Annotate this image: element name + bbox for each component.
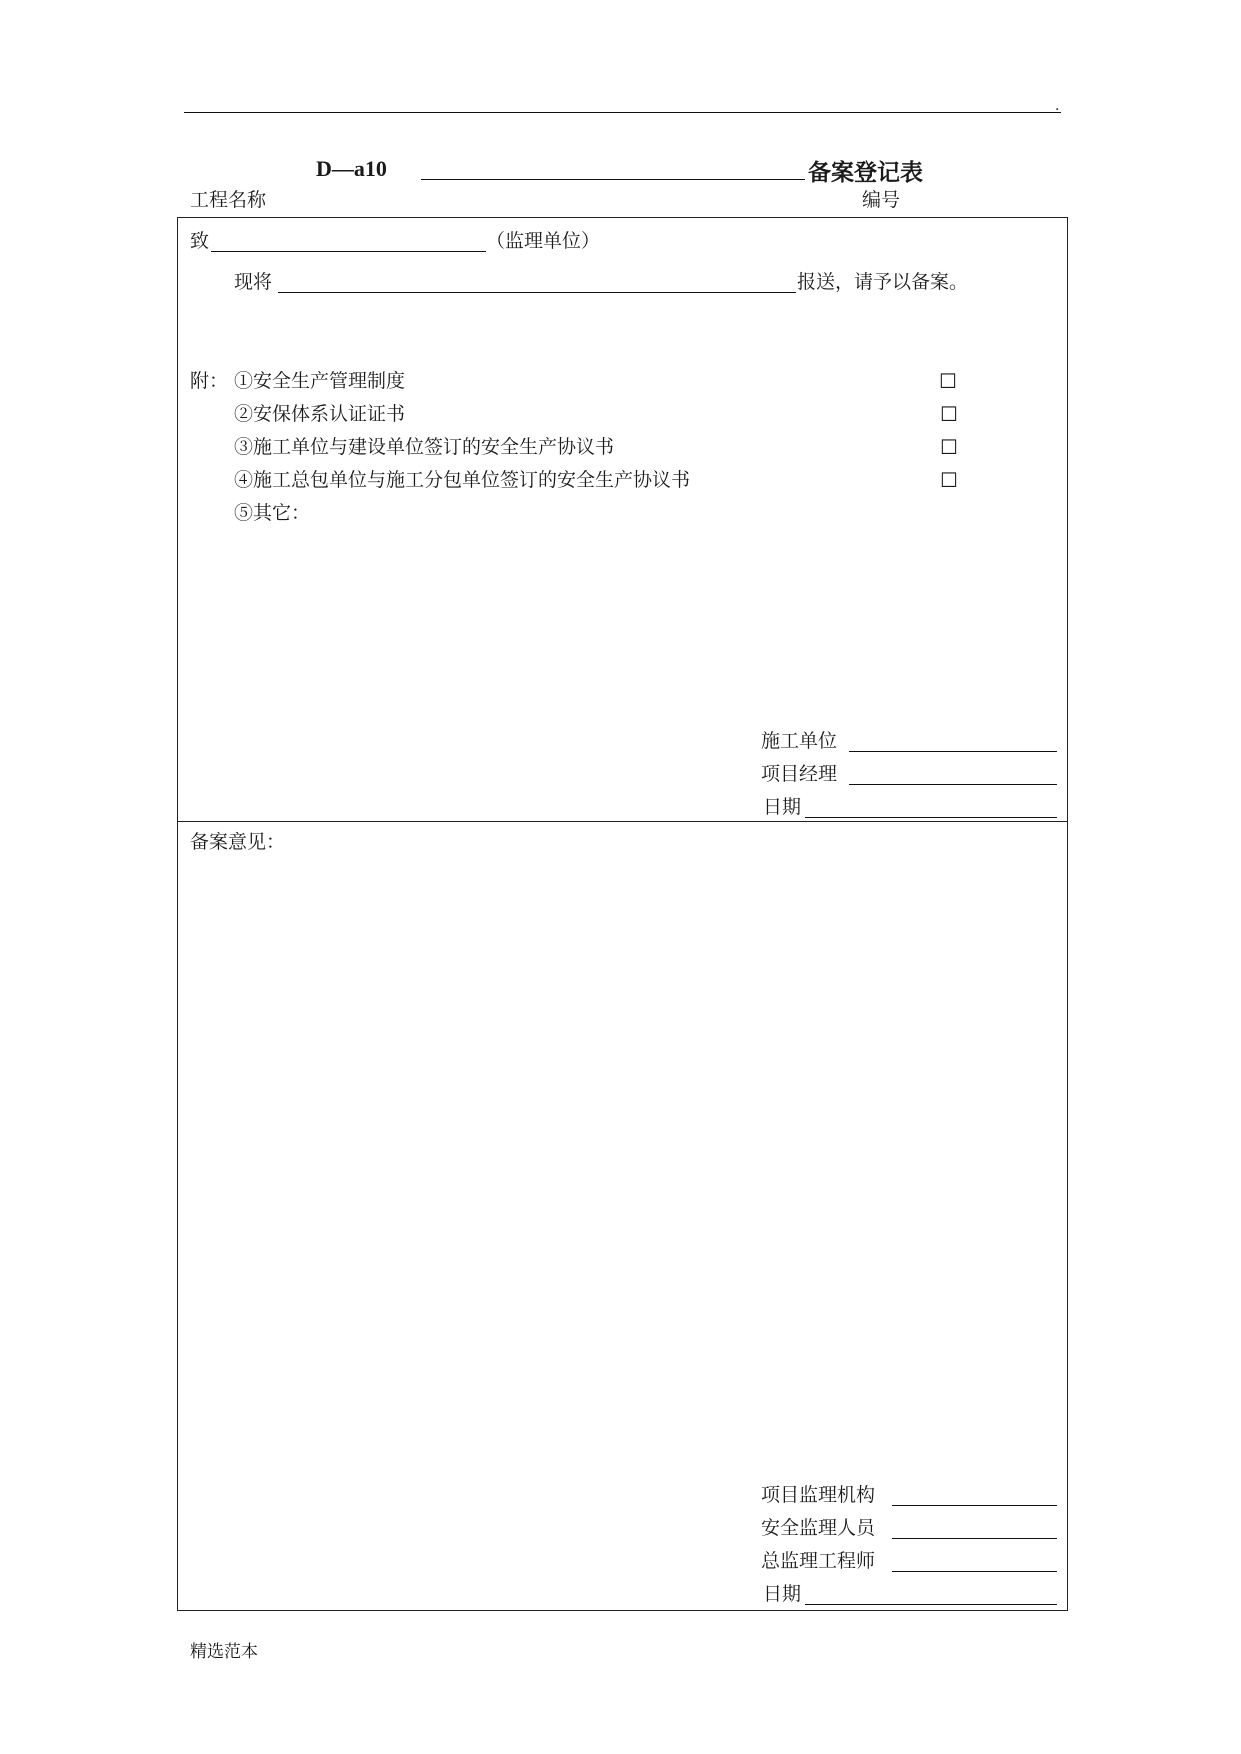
project-manager-field[interactable] (849, 784, 1057, 785)
supervision-unit-label: （监理单位） (486, 230, 601, 252)
form-row-divider (177, 821, 1068, 822)
chief-engineer-label: 总监理工程师 (761, 1550, 876, 1572)
construction-unit-field[interactable] (849, 751, 1057, 752)
submit-prefix: 现将 (234, 271, 273, 293)
attachment-item-5: ⑤其它： (234, 502, 311, 524)
safety-supervisor-field[interactable] (892, 1538, 1057, 1539)
supervision-org-label: 项目监理机构 (761, 1484, 876, 1506)
attachment-item-2: ②安保体系认证证书 (234, 403, 406, 425)
form-table (177, 217, 1068, 1611)
submitted-document-field[interactable] (278, 292, 796, 293)
form-code: D—a10 (316, 156, 387, 181)
header-dot: . (1055, 98, 1060, 114)
date-label-1: 日期 (763, 796, 802, 818)
attachment-1-checkbox[interactable]: ☐ (939, 369, 957, 393)
attachment-item-4: ④施工总包单位与施工分包单位签订的安全生产协议书 (234, 469, 691, 491)
attachments-label: 附： (190, 370, 229, 392)
attachment-2-checkbox[interactable]: ☐ (940, 402, 958, 426)
chief-engineer-field[interactable] (892, 1571, 1057, 1572)
date-field-1[interactable] (805, 817, 1057, 818)
supervision-org-field[interactable] (892, 1505, 1057, 1506)
date-field-2[interactable] (805, 1604, 1057, 1605)
header-rule (184, 112, 1061, 113)
to-prefix: 致 (190, 230, 210, 252)
date-label-2: 日期 (763, 1583, 802, 1605)
supervision-unit-field[interactable] (211, 251, 486, 252)
safety-supervisor-label: 安全监理人员 (761, 1517, 876, 1539)
attachment-item-1: ①安全生产管理制度 (234, 370, 406, 392)
filing-opinion-label: 备案意见： (190, 831, 286, 853)
serial-number-label: 编号 (862, 189, 901, 211)
submit-suffix: 报送，请予以备案。 (797, 271, 969, 293)
attachment-3-checkbox[interactable]: ☐ (940, 435, 958, 459)
form-title-blank[interactable] (421, 179, 805, 180)
attachment-item-3: ③施工单位与建设单位签订的安全生产协议书 (234, 436, 615, 458)
attachment-4-checkbox[interactable]: ☐ (940, 468, 958, 492)
form-title: 备案登记表 (808, 159, 923, 186)
project-manager-label: 项目经理 (761, 763, 838, 785)
footer-note: 精选范本 (190, 1642, 258, 1662)
project-name-label: 工程名称 (190, 189, 267, 211)
construction-unit-label: 施工单位 (761, 730, 838, 752)
